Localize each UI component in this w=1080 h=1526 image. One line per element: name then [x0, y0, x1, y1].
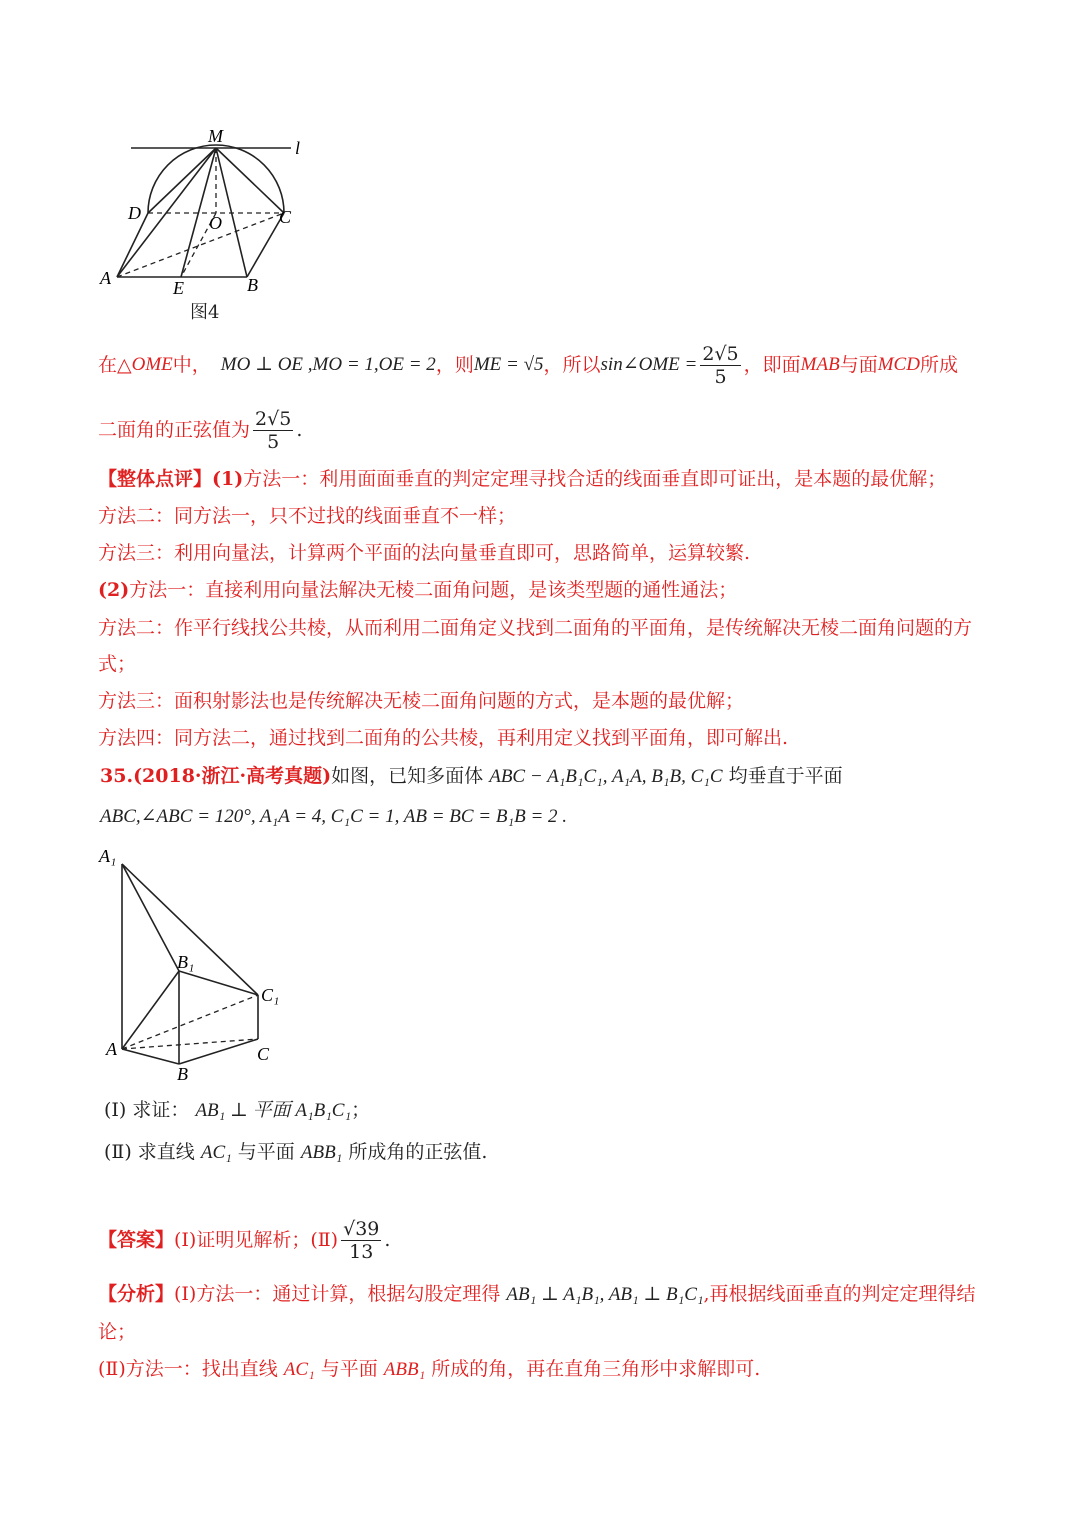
label-B1: B₁ [177, 952, 195, 972]
fraction-sin: $\frac{2√5}{5}$ [702, 342, 739, 388]
label-E: E [173, 278, 184, 298]
comment-line-1: 【整体点评】(1)方法一：利用面面垂直的判定定理寻找合适的线面垂直即可证出，是本题的最优解； [98, 468, 947, 490]
label-A: A [106, 1039, 117, 1059]
label-A1: A₁ [99, 846, 117, 866]
analysis-line-1: 【分析】(Ⅰ)方法一：通过计算，根据勾股定理得 AB₁ ⊥ A₁B₁, AB₁ ⊥ B₁C₁,再根据线面垂直的判定定理得结 [98, 1283, 976, 1305]
analysis-line-3: (Ⅱ)方法一：找出直线 AC₁ 与平面 ABB₁ 所成的角，再在直角三角形中求解即可. [98, 1358, 761, 1380]
label-B: B [247, 275, 258, 295]
comment-line-5: 方法二：作平行线找公共棱，从而利用二面角定义找到二面角的平面角，是传统解决无棱二面角问题的方 [98, 617, 973, 639]
paragraph-sine: 二面角的正弦值为 $\frac{2√5}{5}$ . [98, 407, 303, 453]
part-2: (Ⅱ) 求直线 AC₁ 与平面 ABB₁ 所成角的正弦值. [104, 1141, 488, 1163]
question-35-line-1: 35.(2018·浙江·高考真题)如图，已知多面体 ABC − A₁B₁C₁, A₁A, B₁B, C₁C 均垂直于平面 [100, 765, 843, 787]
label-C: C [257, 1044, 270, 1064]
fraction-answer: $\frac{√39}{13}$ [343, 1217, 380, 1263]
label-M: M [208, 126, 223, 146]
answer-line: 【答案】 (Ⅰ)证明见解析；(Ⅱ) $\frac{√39}{13}$ . [98, 1217, 391, 1263]
label-B: B [177, 1064, 188, 1084]
analysis-line-2: 论； [98, 1321, 137, 1343]
label-O: O [209, 213, 222, 233]
label-C1: C₁ [261, 985, 280, 1005]
comment-line-7: 方法三：面积射影法也是传统解决无棱二面角问题的方式，是本题的最优解； [98, 690, 745, 712]
comment-line-3: 方法三：利用向量法，计算两个平面的法向量垂直即可，思路简单，运算较繁. [98, 542, 751, 564]
comment-line-6: 式； [98, 653, 137, 675]
figure-4 [95, 125, 325, 300]
comment-line-2: 方法二：同方法一，只不过找的线面垂直不一样； [98, 505, 517, 527]
label-l: l [295, 138, 301, 158]
label-A: A [100, 268, 111, 288]
label-D: D [128, 203, 141, 223]
comment-line-4: (2)方法一：直接利用向量法解决无棱二面角问题，是该类型题的通性通法； [98, 579, 738, 601]
figure-polyhedron [95, 842, 295, 1087]
fraction-sine: $\frac{2√5}{5}$ [255, 407, 292, 453]
question-35-line-2: ABC,∠ABC = 120°, A₁A = 4, C₁C = 1, AB = BC = B₁B = 2 . [100, 806, 568, 827]
comment-line-8: 方法四：同方法二，通过找到二面角的公共棱，再利用定义找到平面角，即可解出. [98, 727, 789, 749]
figure-4-caption: 图4 [190, 302, 220, 323]
label-C: C [279, 207, 292, 227]
part-1: (Ⅰ) 求证： AB₁ ⊥ 平面 A₁B₁C₁； [104, 1099, 371, 1121]
paragraph-ome: 在△ OME 中， MO ⊥ OE ,MO = 1,OE = 2 ，则 ME = √5 ，所以 sin∠OME = $\frac{2√5}{5}$ ，即面 MAB 与面 MCD 所成 [98, 342, 958, 388]
